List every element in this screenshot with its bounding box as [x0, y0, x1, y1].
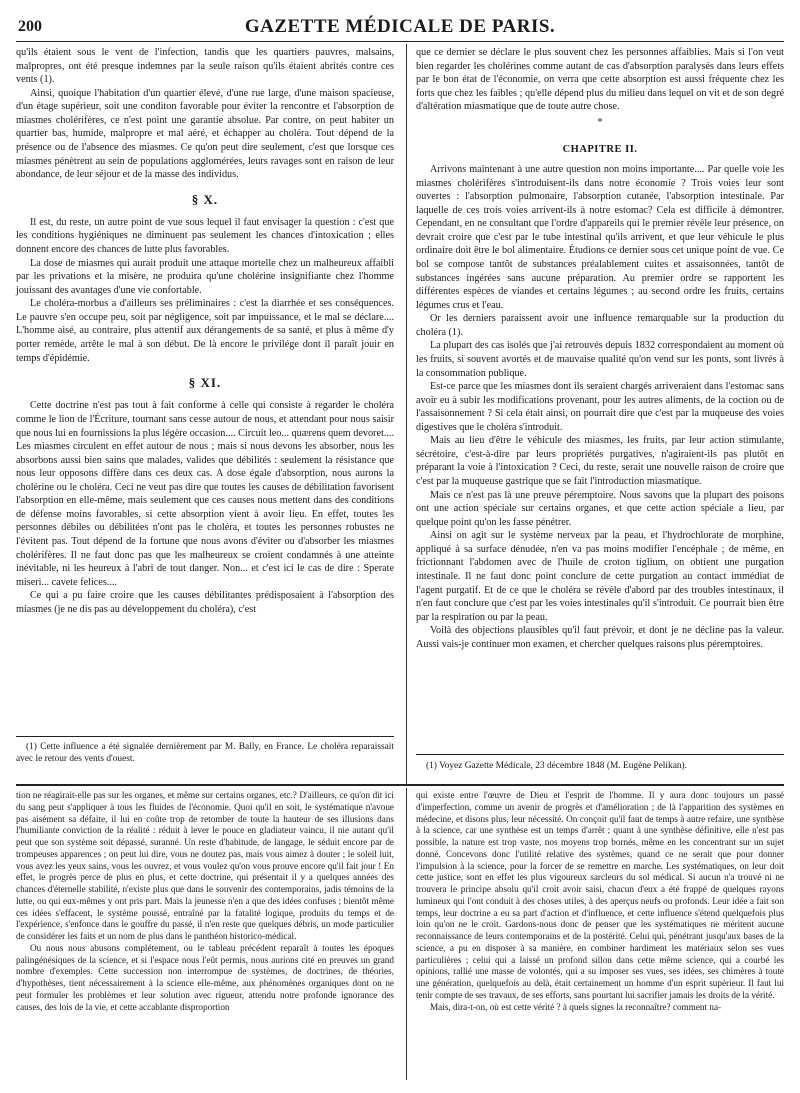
- paragraph: Voilà des objections plausibles qu'il faut prévoir, et dont je ne décline pas la valeur. Aussi vais-je continuer mon examen, et chercher quelques raisons plus péremptoires.: [416, 625, 784, 650]
- paragraph: La plupart des cas isolés que j'ai retrouvés depuis 1832 correspondaient au moment où les fruits, si souvent avortés et de mauvaise qualité qu'on vend sur les ponts, sont livrés à la consommation publique.: [416, 340, 784, 379]
- paragraph: Or les derniers paraissent avoir une influence remarquable sur la production du choléra (1).: [416, 313, 784, 338]
- paragraph: Mais ce n'est pas là une preuve péremptoire. Nous savons que la plupart des poisons ont une action spéciale sur certains organes, et que cette action spéciale a lieu, par quelque point qu'on les fasse pénétrer.: [416, 489, 784, 528]
- section-heading-x: § X.: [191, 191, 219, 207]
- newspaper-page: [16, 14, 784, 1082]
- paragraph: Cette doctrine n'est pas tout à fait conforme à celle qui consiste à regarder le choléra comme le lion de l'Écriture, tournant sans cesse autour de nous, et attendant pour nous saisir que nous lui en fournissions la plus légère occasion.... Circuit leo... quærens quem devoret.... Les miasmes circulent en effet autour de nous ; mais si nous devons les absorber, nous les absorbons aussi bien sains que malades, valides que débilités : seulement la résistance que nous leur opposons diffère dans ces deux cas. A dose égale d'absorption, nous aurons la cholérine ou le choléra. Ceci ne veut pas dire que toutes les causes de débilitation favorisent l'absorption en elle-même, mais seulement que ces causes nous mettent dans des conditions de défense moins favorables, si cette absorption vient à avoir lieu. En effet, toutes les personnes débiles ou débilitées n'ont pas le choléra, et toutes les personnes robustes ne l'évitent pas. Tout dépend de la fortune que nous avons d'éviter ou d'absorber les miasmes cholérifères. Il ne faut donc pas que les malheureux se croient condamnés à une atteinte inévitable, ni les heureux à l'abri de tout danger. Non... et c'est ici le cas de dire : Sperate miseri... cavete felices....: [16, 400, 394, 588]
- paragraph: Mais, dira-t-on, où est cette vérité ? à quels signes la reconnaître? comment na-: [430, 1001, 722, 1012]
- header-rule: [16, 41, 784, 42]
- footnote-rule-left: [16, 736, 394, 737]
- footnote-right: [416, 760, 784, 772]
- paragraph: Le choléra-morbus a d'ailleurs ses préliminaires : c'est la diarrhée et ses conséquences. Le pauvre s'en occupe peu, soit par négligence, soit par impuissance, et le mal se déclare.... L'homme aisé, au contraire, plus attentif aux dérangements de sa santé, et plus à même d'y porter remède, arrête le mal à son début. De là encore le privilége dont il paraît jouir en temps d'épidémie.: [16, 298, 394, 364]
- chapter-heading: CHAPITRE II.: [562, 144, 638, 156]
- paragraph: La dose de miasmes qui aurait produit une attaque mortelle chez un malheureux affaibli par les privations et la misère, ne produira qu'une cholérine insignifiante chez l'homme jouissant des avantages d'une vie confortable.: [16, 257, 394, 296]
- journal-title: GAZETTE MÉDICALE DE PARIS.: [244, 16, 556, 37]
- column-divider: [406, 44, 407, 784]
- bottom-left-column: [16, 790, 394, 1014]
- page-header: [16, 14, 784, 40]
- footnote-text: (1) Voyez Gazette Médicale, 23 décembre 1848 (M. Eugène Pelikan).: [426, 761, 688, 771]
- section-separator-rule: [16, 784, 784, 786]
- footnote-text: (1) Cette influence a été signalée dernièrement par M. Bally, en France. Le choléra reparaissait avec le retour des vents d'ouest.: [16, 742, 394, 765]
- paragraph: Ainsi on agit sur le système nerveux par la peau, et l'hydrochlorate de morphine, appliqué à sa surface dénudée, n'en va pas moins modifier l'encéphale ; de même, en frictionnant l'abdomen avec de l'huile de croton tiglium, on obtient une purgation intestinale. Il ne faut donc point conclure de cette purgation au contact immédiat de l'agent purgatif. Et de ce que le choléra se révèle d'abord par des troubles intestinaux, il n'en faut conclure que c'est par les voies intestinales qu'il s'introduit. Ce pourrait bien être par la respiration ou par la peau.: [416, 530, 784, 623]
- paragraph: Arrivons maintenant à une autre question non moins importante.... Par quelle voie les miasmes cholérifères s'introduisent-ils dans notre économie ? Trois voies leur sont ouvertes : l'absorption pulmonaire, l'absorption cutanée, l'absorption intestinale. Par laquelle de ces trois voies arrivent-ils à notre estomac? Cela est difficile à démontrer. Cependant, en ne consultant que l'ordre d'appareils qui le premier révèle leur présence, on devrait croire que c'est par le tube intestinal qu'ils arrivent, et que leur véhicule le plus ordinaire doit être le bol alimentaire. Étudions ce dernier sous cet unique point de vue. Ce bol se compose tantôt de substances préalablement cuites et assaisonnées, tantôt de substances ingérées sans aucune préparation. Au premier ordre se rapportent les différentes espèces de viandes et certains légumes ; au second ordre les fruits, certains légumes crus et l'eau.: [416, 164, 784, 311]
- asterisk-ornament: *: [597, 116, 603, 128]
- paragraph: Ce qui a pu faire croire que les causes débilitantes prédisposaient à l'absorption des miasmes (je ne dis pas au développement du choléra), c'est: [16, 590, 394, 615]
- paragraph: tion ne réagirait-elle pas sur les organes, et même sur certains organes, etc.? D'ailleurs, ce qu'on dit ici du sang peut s'appliquer à tous les fluides de l'économie. Quoi qu'il en soit, le systématique n'avoue pas aisément sa défaite, il lui en coûte trop de retomber de toute la hauteur de ses illusions dans l'humiliante conviction de la réalité : réduit à lever le pouce en gladiateur vaincu, il nie autant qu'il peut que son système soit dépassé, suranné. Un reste d'habitude, de langage, le séduit encore par de trompeuses apparences ; on peut lui dire, vous ne doutez pas, mais vous aimez à douter ; le soleil luit, vous avez les yeux sains, vous les ouvrez, et vous voulez qu'on vous prouve encore qu'il fait jour ! En effet, le progrès perce de plus en plus, et cette doctrine, qui présentait il y a quelques années des chances d'éternelle stabilité, n'existe plus que dans le souvenir des contemporains, jadis témoins de la lutte, ou qui eux-mêmes y ont pris part. Mais la jeunesse n'en a que des idées confuses ; bientôt même ces idées s'effacent, le système poussé, entraîné par la fatalité logique, produits du temps et de l'expérience, s'enfonce dans le gouffre du passé, il n'en reste que quelques débris, un mode particulier de considérer les faits et un nom de plus dans le panthéon historico-médical.: [16, 790, 394, 942]
- paragraph: Ou nous nous abusons complétement, ou le tableau précédent reparaît à toutes les époques palingénésiques de la science, et si l'espace nous l'eût permis, nous aurions cité en preuves un grand nombre d'exemples. Cette succession non interrompue de systèmes, de doctrines, de théories, d'hypothèses, tient nécessairement à la science elle-même, aux phénomènes organiques dont on ne peut formuler les problèmes et leur solution avec rigueur, attendu notre profonde ignorance des causes, des lois de la vie, et cette accablante disproportion: [16, 942, 394, 1012]
- left-column: [16, 46, 394, 616]
- paragraph: que ce dernier se déclare le plus souvent chez les personnes affaiblies. Mais si l'on veut bien regarder les cholérines comme autant de cas d'absorption paralysés dans leurs effets par le bon état de l'économie, on verra que cette absorption est aussi fréquente chez les forts que chez les faibles ; qu'elle dépend plus du milieu dans lequel on vit et de son degré d'altération miasmatique que de toute autre chose.: [416, 47, 784, 113]
- paragraph: Il est, du reste, un autre point de vue sous lequel il faut envisager la question : c'est que les conditions hygiéniques ne diminuent pas seulement les chances d'intoxication ; elles donnent encore des chances de lutte plus favorables.: [16, 216, 394, 256]
- paragraph: qui existe entre l'œuvre de Dieu et l'esprit de l'homme. Il y aura donc toujours un passé d'imperfection, comme un avenir de progrès et d'amélioration ; de là l'apparition des systèmes en médecine, et disons plus, leur nécessité. On conçoit qu'il faut de temps à autre refaire, une synthèse à la science, car une synthèse est un temps d'arrêt ; quant à une synthèse définitive, elle n'est pas possible, la nature est trop vaste, nos moyens trop bornés, même en les concentrant sur un sujet donné. Concevons donc l'utilité relative des systèmes, quand ce ne serait que pour donner l'impulsion à la science, pour la forcer de se remettre en marche. Les systématiques, on leur doit cette justice, sont en effet les plus vigoureux sarcleurs du sol médical. Si aucun n'a trouvé ni ne trouvera le principe absolu qu'il croit avoir saisi, chacun d'eux a été frappé de quelques rayons lumineux qui l'ont conduit à des choses utiles, à des aperçus neufs ou profonds. Leur idée a fait son temps, leur doctrine a eu sa part d'action et d'influence, et cette influence s'étend quelquefois plus loin qu'on ne le croit. Gardons-nous donc de penser que les systématiques ne méritent aucune reconnaissance de leurs contemporains et de la postérité. Celui qui, pénétrant jusqu'aux bases de la science, a pu en disposer à sa manière, en combiner hardiment les matériaux selon ses vues particulières ; celui qui a laissé un profond sillon dans cette même science, qui a courbé les opinions, rallié une masse de volontés, qui a su imposer ses vues, ses idées, ses chimères à toute une génération, quelquefois au delà, était certainement un homme d'un esprit supérieur. Il faut lui tenir compte de ses travaux, de ses efforts, sans pourtant lui sacrifier jamais les droits de la vérité.: [416, 790, 784, 1001]
- section-heading-xi: § XI.: [188, 375, 222, 391]
- paragraph: qu'ils étaient sous le vent de l'infection, tandis que les quartiers pauvres, malsains, malpropres, ont été presque indemnes par la seule raison qu'ils étaient abrités contre ces vents (1).: [16, 47, 394, 86]
- footnote-left: [16, 741, 394, 765]
- paragraph: Ainsi, quoique l'habitation d'un quartier élevé, d'une rue large, d'une maison spacieuse, d'un étage supérieur, soit une conditon favorable pour éviter la rencontre et l'absorption de miasmes cholérifères, ce n'est point une garantie absolue. Par contre, on peut habiter un quartier bas, humide, malpropre et mal aéré, et échapper au choléra. Tout dépend de la présence ou de l'absence des miasmes. Ce qu'on peut dire seulement, c'est que lorsque ces miasmes pénètrent au sein de populations agglomérées, leurs ravages sont en raison de leur abondance, de leur séjour et de la masse des individus.: [16, 87, 394, 181]
- paragraph: Mais au lieu d'être le véhicule des miasmes, les fruits, par leur action stimulante, sécrétoire, c'est-à-dire par leurs propriétés purgatives, n'agiraient-ils pas plutôt en préparant la voie à l'intoxication ? Ceci, du reste, serait une nouvelle raison de croire que c'est par la muqueuse gastrique que se fait l'introduction miasmatique.: [416, 435, 784, 487]
- column-divider-bottom: [406, 788, 407, 1080]
- footnote-rule-right: [416, 754, 784, 755]
- bottom-right-column: [416, 790, 784, 1014]
- paragraph: Est-ce parce que les miasmes dont ils seraient chargés arriveraient dans l'estomac sans avoir eu à subir les modifications provenant, pour les autres aliments, de la coction ou de l'assaisonnement ? Si cela était ainsi, on pourrait dire que c'est par la muqueuse des voies digestives que le choléra s'introduit.: [416, 381, 784, 433]
- page-number: 200: [18, 18, 42, 35]
- right-column: [416, 46, 784, 651]
